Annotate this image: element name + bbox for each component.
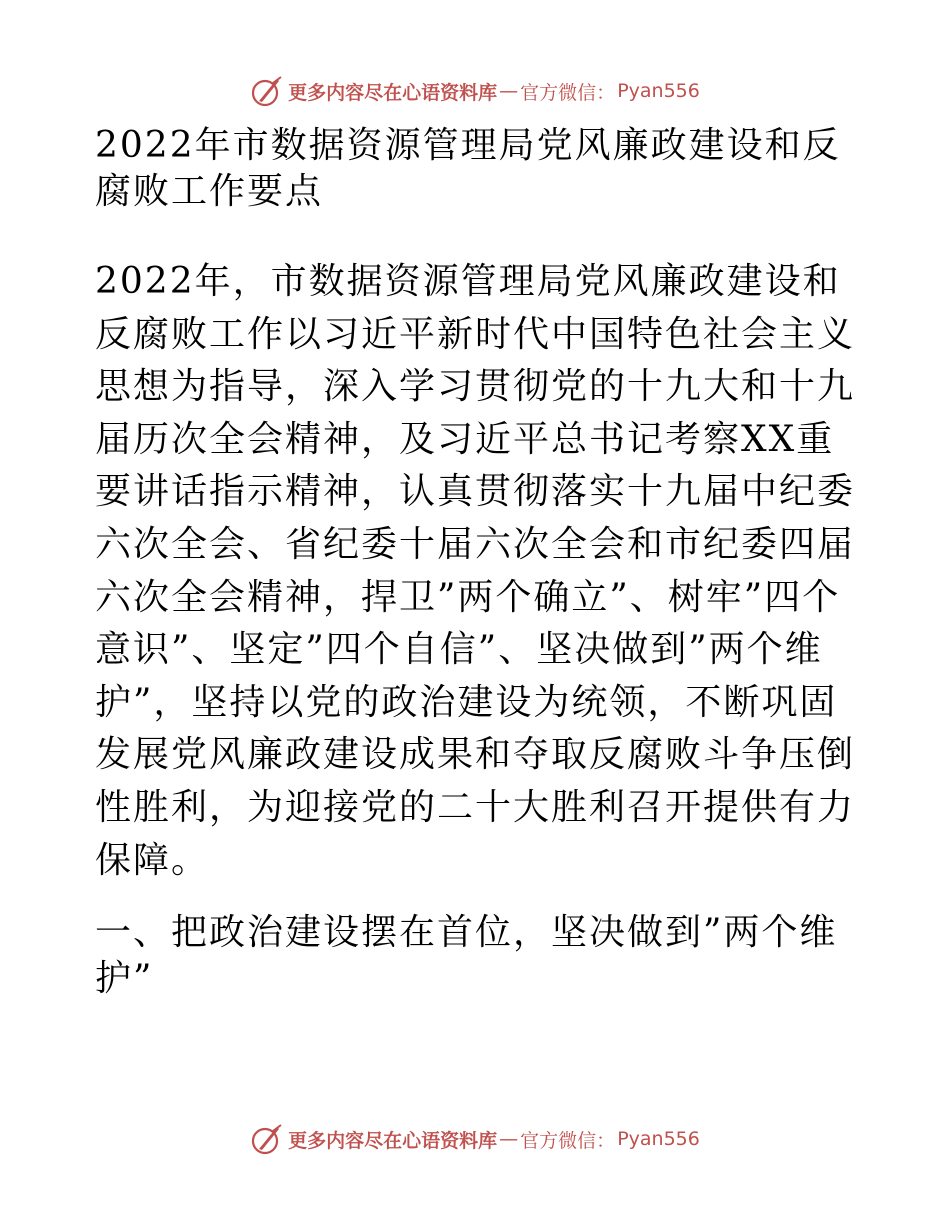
watermark-brand: 更多内容尽在心语资料库 bbox=[288, 81, 498, 104]
watermark-wechat-id: Pyan556 bbox=[617, 1128, 700, 1150]
watermark-footer bbox=[0, 1119, 950, 1159]
watermark-brand: 更多内容尽在心语资料库 bbox=[288, 1129, 498, 1152]
section-heading-1: 一、把政治建设摆在首位，坚决做到”两个维护” bbox=[95, 912, 838, 999]
watermark-official-label: 官方微信： bbox=[520, 81, 616, 104]
document-title: 2022年市数据资源管理局党风廉政建设和反腐败工作要点 bbox=[95, 125, 841, 212]
watermark-wechat-id: Pyan556 bbox=[617, 80, 700, 102]
watermark-separator: — bbox=[499, 1128, 519, 1150]
quill-pen-logo-icon bbox=[250, 74, 284, 108]
watermark-separator: — bbox=[499, 80, 519, 102]
watermark-official-label: 官方微信： bbox=[520, 1129, 616, 1152]
intro-paragraph: 2022年，市数据资源管理局党风廉政建设和反腐败工作以习近平新时代中国特色社会主义思想为指导，深入学习贯彻党的十九大和十九届历次全会精神，及习近平总书记考察XX重要讲话指示精神，认真贯彻落实十九届中纪委六次全会、省纪委十届六次全会和市纪委四届六次全会精神，捍卫”两个确立”、树牢”四个意识”、坚定”四个自信”、坚决做到”两个维护”，坚持以党的政治建设为统领，不断巩固发展党风廉政建设成果和夺取反腐败斗争压倒性胜利，为迎接党的二十大胜利召开提供有力保障。 bbox=[95, 261, 856, 881]
watermark-header bbox=[0, 71, 950, 111]
quill-pen-logo-icon bbox=[250, 1122, 284, 1156]
